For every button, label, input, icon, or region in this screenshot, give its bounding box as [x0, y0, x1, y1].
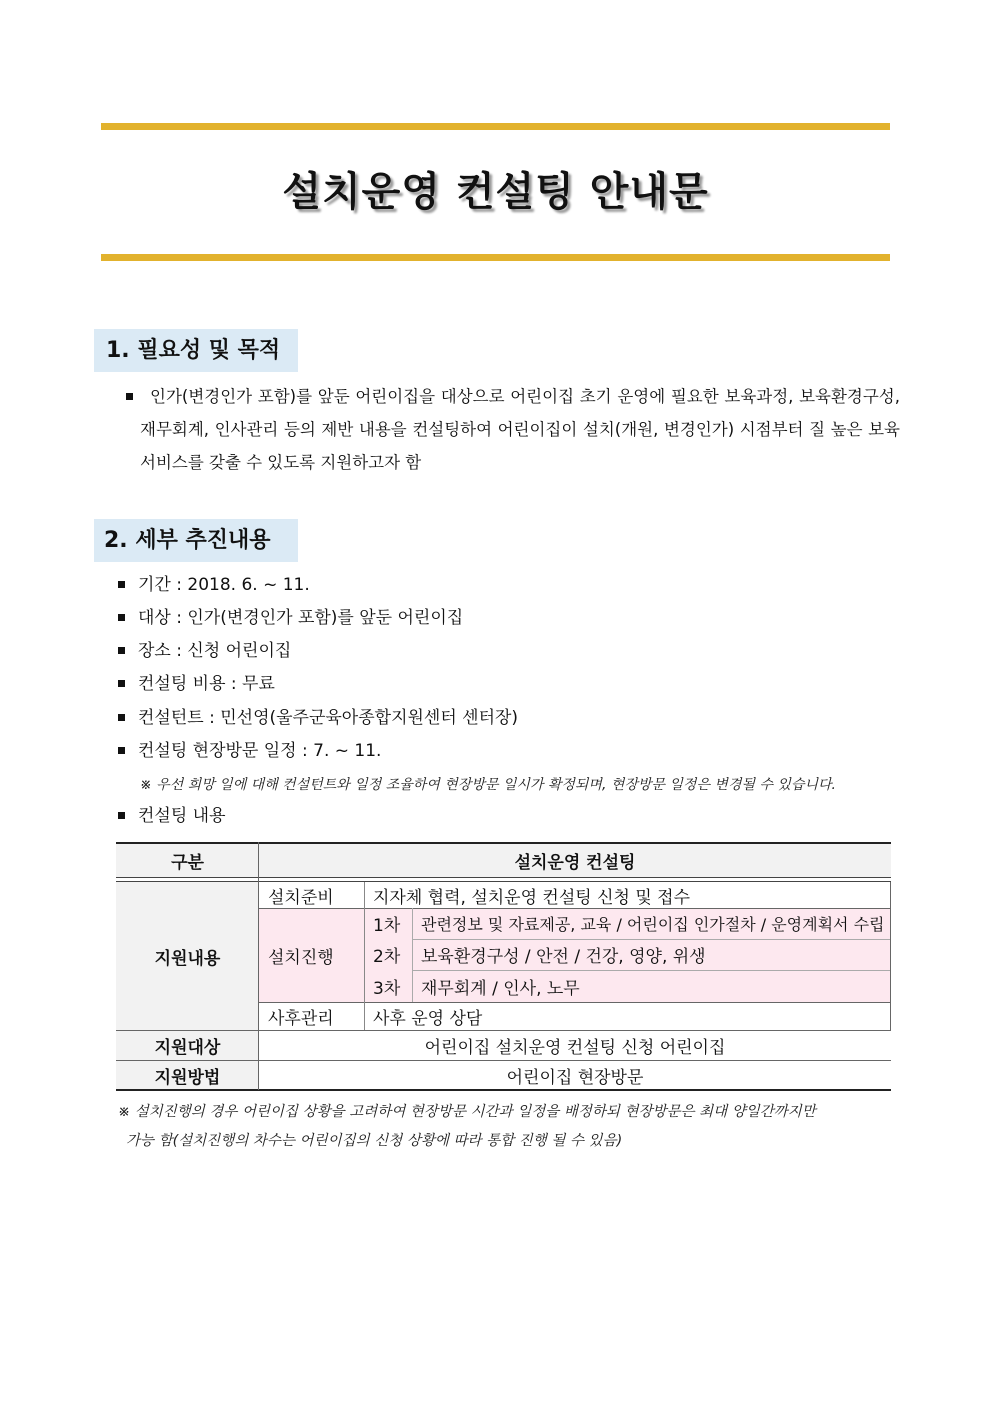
- round-1-desc: 관련정보 및 자료제공, 교육 / 어린이집 인가절차 / 운영계획서 수립: [412, 908, 891, 939]
- bullet-icon: [118, 581, 125, 588]
- footnote-line-1: ※ 설치진행의 경우 어린이집 상황을 고려하여 현장방문 시간과 일정을 배정하되 현장방문은 최대 양일간까지만: [118, 1104, 816, 1120]
- list-item-period: 기간 : 2018. 6. ~ 11.: [138, 575, 310, 595]
- progress-label: 설치진행: [259, 908, 364, 1002]
- col-rule: [364, 882, 365, 1030]
- schedule-note: ※ 우선 희망 일에 대해 컨설턴트와 일정 조율하여 현장방문 일시가 확정되며, 현장방문 일정은 변경될 수 있습니다.: [140, 777, 836, 793]
- col-rule: [258, 842, 259, 1090]
- col-rule: [890, 882, 891, 1030]
- row-rule: [412, 939, 891, 940]
- bullet-icon: [118, 747, 125, 754]
- table-bottom-rule: [116, 1089, 891, 1091]
- page-title: 설치운영 컨설팅 안내문: [282, 169, 709, 215]
- after-desc: 사후 운영 상담: [373, 1008, 483, 1029]
- support-content-label: 지원내용: [116, 882, 259, 1030]
- prep-desc: 지자체 협력, 설치운영 컨설팅 신청 및 접수: [373, 887, 691, 908]
- table-top-rule: [116, 842, 891, 844]
- table-header-rule-double: [116, 881, 891, 882]
- bullet-icon: [118, 812, 125, 819]
- row-rule: [412, 970, 891, 971]
- after-label: 사후관리: [268, 1008, 334, 1029]
- table-header-category: 구분: [116, 842, 259, 878]
- bullet-icon: [118, 614, 125, 621]
- table-header-rule: [116, 877, 891, 878]
- section-1-heading: 1. 필요성 및 목적: [94, 329, 298, 372]
- row-rule: [116, 1030, 891, 1031]
- round-3-desc: 재무회계 / 인사, 노무: [412, 970, 891, 1002]
- section-2-heading: 2. 세부 추진내용: [94, 519, 298, 562]
- list-item-visit-schedule: 컨설팅 현장방문 일정 : 7. ~ 11.: [138, 741, 382, 761]
- list-item-target: 대상 : 인가(변경인가 포함)를 앞둔 어린이집: [138, 608, 464, 628]
- row-rule: [259, 1002, 891, 1003]
- title-top-rule: [101, 123, 890, 130]
- table-header-consulting: 설치운영 컨설팅: [259, 842, 891, 878]
- prep-label: 설치준비: [268, 887, 334, 908]
- list-item-content: 컨설팅 내용: [138, 806, 226, 826]
- bullet-icon: [118, 714, 125, 721]
- round-3-label: 3차: [364, 970, 412, 1002]
- round-2-label: 2차: [364, 939, 412, 970]
- round-1-label: 1차: [364, 908, 412, 939]
- row-rule: [259, 908, 891, 909]
- col-rule: [412, 908, 413, 1002]
- list-item-cost: 컨설팅 비용 : 무료: [138, 674, 275, 694]
- target-label: 지원대상: [116, 1030, 259, 1060]
- target-value: 어린이집 설치운영 컨설팅 신청 어린이집: [424, 1037, 726, 1058]
- list-item-place: 장소 : 신청 어린이집: [138, 641, 292, 661]
- method-value: 어린이집 현장방문: [506, 1067, 644, 1088]
- title-bottom-rule: [101, 254, 890, 261]
- row-rule: [116, 1060, 891, 1061]
- round-2-desc: 보육환경구성 / 안전 / 건강, 영양, 위생: [412, 939, 891, 970]
- section-1-paragraph: 인가(변경인가 포함)를 앞둔 어린이집을 대상으로 어린이집 초기 운영에 필요한 보육과정, 보육환경구성, 재무회계, 인사관리 등의 제반 내용을 컨설팅하여 어린이집이 설치(개원, 변경인가) 시점부터 질 높은 보육서비스를 갖출 수 있도록 지원하고자 함: [140, 387, 900, 472]
- footnote-line-2: 가능 함(설치진행의 차수는 어린이집의 신청 상황에 따라 통합 진행 될 수 있음): [126, 1133, 623, 1149]
- bullet-icon: [126, 393, 133, 400]
- method-label: 지원방법: [116, 1060, 259, 1090]
- bullet-icon: [118, 680, 125, 687]
- list-item-consultant: 컨설턴트 : 민선영(울주군육아종합지원센터 센터장): [138, 708, 519, 728]
- bullet-icon: [118, 647, 125, 654]
